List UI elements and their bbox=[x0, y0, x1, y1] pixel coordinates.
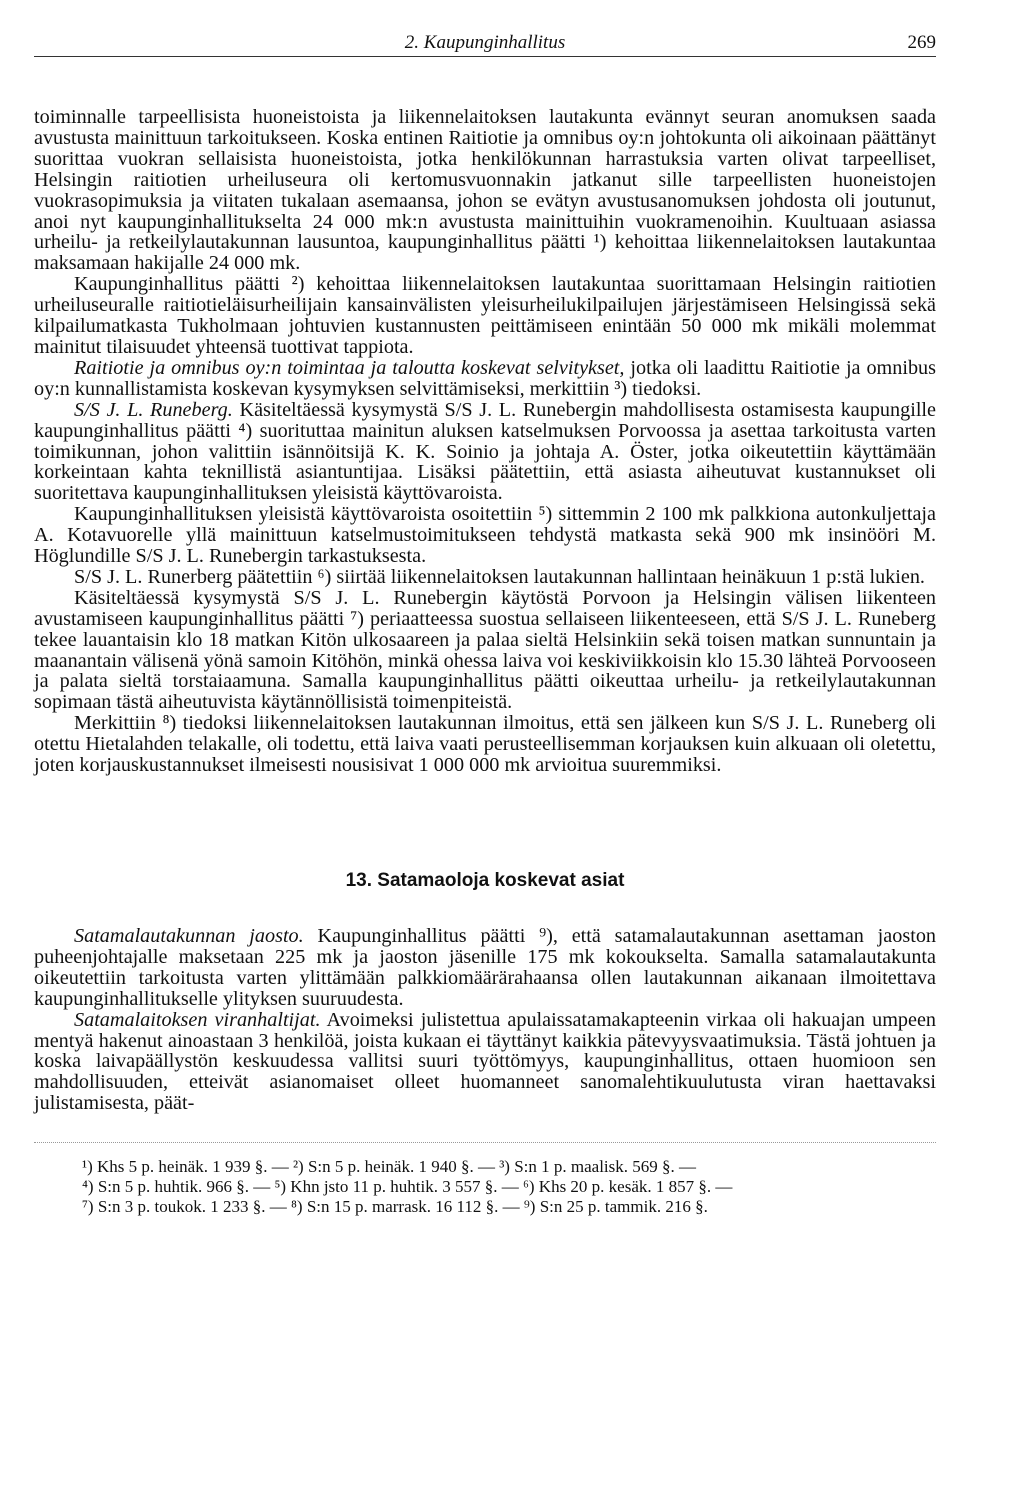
paragraph-text: Käsiteltäessä kysymystä S/S J. L. Runebergin mahdollisesta ostamisesta kaupungille kaupunginhallitus päätti ⁴) suorituttaa mainitun aluksen katselmuksen Porvoossa ja asettaa tarkoitusta varten toimikunnan, johon valittiin isännöitsijä K. K. Soinio ja johtaja A. Öster, jotka oikeutettiin käyttämään korkeintaan kahta teknillistä asiantuntijaa. Lisäksi päätettiin, että asiasta aiheutuvat kustannukset oli suoritettava kaupunginhallituksen yleisistä käyttövaroista. bbox=[34, 398, 937, 505]
footnote-line: ⁴) S:n 5 p. huhtik. 966 §. — ⁵) Khn jsto 11 p. huhtik. 3 557 §. — ⁶) Khs 20 p. kesäk. 1 857 §. — bbox=[82, 1177, 733, 1197]
paragraph: Kaupunginhallitus päätti ²) kehoittaa liikennelaitoksen lautakuntaa suorittamaan Helsingin raitiotien urheiluseuralle raitiotieläisurheilijain kansainvälisten yleisurheilukilpailujen järjestämiseen Helsingissä sekä kilpailumatkasta Tukholmaan johtuvien kustannusten peittämiseen enintään 50 000 mk mikäli molemmat mainitut tilaisuudet yhteensä tuottivat tappiota. bbox=[34, 273, 936, 358]
paragraph: toiminnalle tarpeellisista huoneistoista ja liikennelaitoksen lautakunta evännyt seuran anomuksen saada avustusta mainittuun tarkoitukseen. Koska entinen Raitiotie ja omnibus oy:n johtokunta oli aikoinaan päättänyt suorittaa vuokran sellaisista huoneistoista, jotka henkilökunnan harrastuksia varten olivat tarpeelliset, Helsingin raitiotien urheiluseura oli kertomusvuonnakin jatkanut sille tarpeellisten huoneistojen vuokrasopimuksia ja viitaten tukalaan asemaansa, johon se evätyn avustusanomuksen johdosta oli joutunut, anoi nyt kaupunginhallitukselta 24 000 mk:n avustusta mainittuihin vuokramenoihin. Kuultuaan asiassa urheilu- ja retkeilylautakunnan lausuntoa, kaupunginhallitus päätti ¹) kehoittaa liikennelaitoksen lautakuntaa maksamaan hakijalle 24 000 mk. bbox=[34, 106, 936, 275]
subsection-title: Satamalaitoksen viranhaltijat. bbox=[74, 1008, 321, 1031]
running-header bbox=[34, 22, 936, 57]
paragraph-text: Avoimeksi julistettua apulaissatamakapteenin virkaa oli hakuajan umpeen mentyä hakenut ainoastaan 3 henkilöä, joista kukaan ei täyttänyt kaikkia pätevyysvaatimuksia. Tästä johtuen ja koska laivapäällystön keskuudessa vallitsi suuri työttömyys, kaupunginhallitus, ottaen huomioon sen mahdollisuuden, etteivät asianomaiset olleet huomanneet sanomalehtikuulutusta viran haettavaksi julistamisesta, päät- bbox=[34, 1008, 937, 1115]
paragraph-jaosto bbox=[34, 926, 936, 1010]
paragraph-viranhaltijat bbox=[34, 1010, 936, 1115]
document-page bbox=[34, 22, 936, 1217]
subsection-title: Raitiotie ja omnibus oy:n toimintaa ja taloutta koskevat selvitykset, bbox=[74, 356, 625, 379]
paragraph-text: Kaupunginhallitus päätti ⁹), että satamalautakunnan asettaman jaoston puheenjohtajalle maksetaan 225 mk ja jaoston jäsenille 175 mk kokoukselta. Samalla satamalautakunta oikeutettiin tarkoitusta varten ylittämään palkkiomäärärahaansa ollen lautakunnan aikanaan ilmoitettava kaupunginhallitukselle ylityksen suuruudesta. bbox=[34, 925, 937, 1010]
paragraph: Merkittiin ⁸) tiedoksi liikennelaitoksen lautakunnan ilmoitus, että sen jälkeen kun S/S J. L. Runeberg oli otettu Hietalahden telakalle, oli todettu, että laiva vaati perusteellisemman korjauksen kuin alkuaan oli oletettu, joten korjauskustannukset ilmeisesti nousisivat 1 000 000 mk arvioitua suuremmiksi. bbox=[34, 712, 936, 777]
paragraph: Käsiteltäessä kysymystä S/S J. L. Runebergin käytöstä Porvoon ja Helsingin välisen liikenteen avustamiseen kaupunginhallitus päätti ⁷) periaatteessa suostua sellaiseen liikenteeseen, että S/S J. L. Runeberg tekee lauantaisin klo 18 matkan Kitön ulkosaareen ja palaa sieltä Helsinkiin sekä toisen matkan sunnuntain ja maanantain välisenä yönä samoin Kitöhön, minkä ohessa laiva voi keskiviikkoisin klo 15.30 lähteä Porvooseen ja palata sieltä torstaiaamuna. Samalla kaupunginhallitus päätti oikeuttaa urheilu- ja retkeilylautakunnan sopimaan tästä aiheutuvista käytännöllisistä toimenpiteistä. bbox=[34, 586, 936, 714]
paragraph: S/S J. L. Runerberg päätettiin ⁶) siirtää liikennelaitoksen lautakunnan hallintaan heinäkuun 1 p:stä lukien. bbox=[74, 565, 925, 588]
body-text bbox=[34, 107, 936, 1114]
subsection-title: Satamalautakunnan jaosto. bbox=[74, 925, 304, 947]
footnotes bbox=[34, 1142, 936, 1217]
paragraph-text: jotka oli laadittu Raitiotie ja omnibus oy:n kunnallistamista koskevan kysymyksen selvittämiseksi, merkittiin ³) tiedoksi. bbox=[34, 356, 937, 400]
paragraph-runeberg bbox=[34, 400, 936, 505]
footnote-line: ¹) Khs 5 p. heinäk. 1 939 §. — ²) S:n 5 p. heinäk. 1 940 §. — ³) S:n 1 p. maalisk. 569 §. — bbox=[82, 1157, 697, 1177]
running-title: 2. Kaupunginhallitus bbox=[404, 32, 566, 53]
paragraph-raitiotie bbox=[34, 358, 936, 400]
subsection-title: S/S J. L. Runeberg. bbox=[74, 398, 233, 421]
page-number: 269 bbox=[907, 32, 936, 53]
paragraph: Kaupunginhallituksen yleisistä käyttövaroista osoitettiin ⁵) sittemmin 2 100 mk palkkiona autonkuljettaja A. Kotavuorelle yllä mainittuun katselmustoimitukseen tehdystä matkasta sekä 900 mk insinööri M. Höglundille S/S J. L. Runebergin tarkastuksesta. bbox=[34, 503, 936, 568]
footnote-line: ⁷) S:n 3 p. toukok. 1 233 §. — ⁸) S:n 15 p. marrask. 16 112 §. — ⁹) S:n 25 p. tammik. 216 §. bbox=[82, 1197, 708, 1217]
section-heading: 13. Satamaoloja koskevat asiat bbox=[345, 870, 625, 891]
